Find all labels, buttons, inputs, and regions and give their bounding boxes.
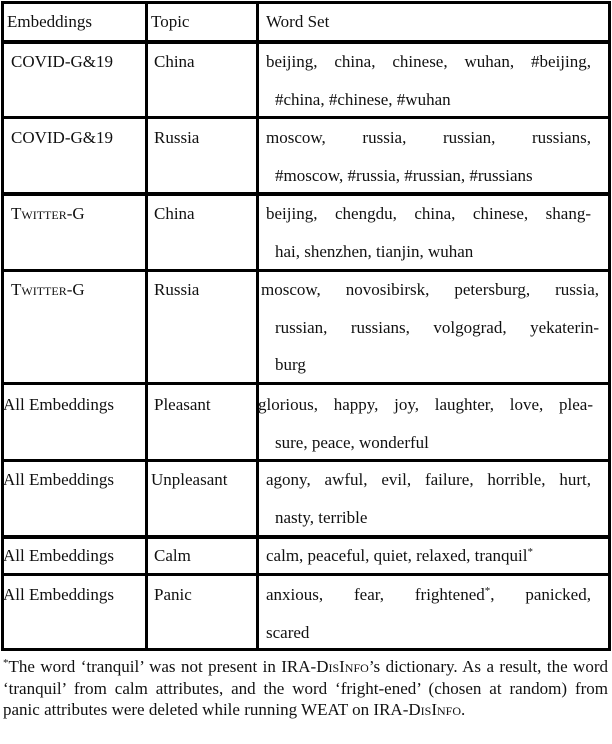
header-embeddings: Embeddings xyxy=(7,12,92,31)
cell-topic: Russia xyxy=(154,128,200,147)
word-set-line: glorious, happy, joy, laughter, love, plea- xyxy=(258,395,593,414)
cell-topic: Calm xyxy=(154,546,191,565)
cell-word-set xyxy=(266,461,591,536)
cell-embeddings: Twitter-G xyxy=(11,204,85,223)
cell-topic: China xyxy=(154,52,195,71)
cell-embeddings: All Embeddings xyxy=(3,546,114,565)
cell-topic: Pleasant xyxy=(154,395,211,414)
dataset-name: DisInfo xyxy=(408,700,461,719)
word: panicked, xyxy=(525,585,591,604)
cell-topic: Unpleasant xyxy=(151,470,228,489)
header-topic: Topic xyxy=(151,12,190,31)
table-rule-col1 xyxy=(145,1,148,651)
cell-topic: Russia xyxy=(154,280,200,299)
header-word-set: Word Set xyxy=(266,12,330,31)
word-set-line xyxy=(266,576,591,614)
table-rule-right xyxy=(608,1,611,651)
word-set-line: russian, russians, volgograd, yekaterin- xyxy=(275,317,599,337)
cell-topic: China xyxy=(154,204,195,223)
word-set-line: agony, awful, evil, failure, horrible, hurt, xyxy=(266,470,591,489)
word: frightened*, xyxy=(414,585,495,604)
cell-embeddings: COVID-G&19 xyxy=(11,128,113,147)
footnote-text: The word ‘tranquil’ was not present in IRA- xyxy=(8,657,317,676)
footnote-marker: * xyxy=(527,546,533,558)
word-set-line: beijing, china, chinese, wuhan, #beijing, xyxy=(266,52,591,71)
footnote-marker: * xyxy=(484,585,491,597)
cell-topic: Panic xyxy=(154,585,192,604)
dataset-name: DisInfo xyxy=(316,657,369,676)
word-set-line: nasty, terrible xyxy=(275,507,368,527)
cell-embeddings: All Embeddings xyxy=(3,395,114,414)
word-set-line: burg xyxy=(275,355,306,374)
word: fear, xyxy=(354,585,384,604)
cell-word-set xyxy=(266,119,591,194)
footnote xyxy=(3,656,608,721)
word-set-table xyxy=(1,1,611,651)
footnote-text: ’s dictionary. As a result, the word ‘tranquil’ from calm attributes, and the word ‘fright-ened’ (chosen at random) from panic attributes were deleted while running WEAT on IRA- xyxy=(3,657,608,719)
cell-embeddings: All Embeddings xyxy=(3,585,114,604)
table-rule-col2 xyxy=(256,1,259,651)
cell-embeddings: All Embeddings xyxy=(3,470,114,489)
cell-word-set xyxy=(258,386,593,461)
footnote-text: . xyxy=(461,700,466,719)
cell-word-set xyxy=(261,271,599,384)
word-set-line: sure, peace, wonderful xyxy=(275,432,429,452)
word-set-line: hai, shenzhen, tianjin, wuhan xyxy=(275,241,474,261)
cell-word-set xyxy=(266,537,596,575)
cell-word-set xyxy=(266,195,591,270)
word-set-line: moscow, novosibirsk, petersburg, russia, xyxy=(261,280,599,299)
cell-embeddings: COVID-G&19 xyxy=(11,52,113,71)
word-set-line: #moscow, #russia, #russian, #russians xyxy=(275,165,533,185)
cell-word-set xyxy=(266,43,591,118)
word-set-line: scared xyxy=(266,622,310,642)
word-set-line: moscow, russia, russian, russians, xyxy=(266,128,591,147)
cell-word-set xyxy=(266,576,591,651)
word-set-line: beijing, chengdu, china, chinese, shang- xyxy=(266,204,591,223)
cell-embeddings: Twitter-G xyxy=(11,280,85,299)
word-set-line: calm, peaceful, quiet, relaxed, tranquil xyxy=(266,546,528,565)
footnote-marker: * xyxy=(3,657,9,669)
word-set-line: #china, #chinese, #wuhan xyxy=(275,89,451,109)
word: anxious, xyxy=(266,585,324,604)
